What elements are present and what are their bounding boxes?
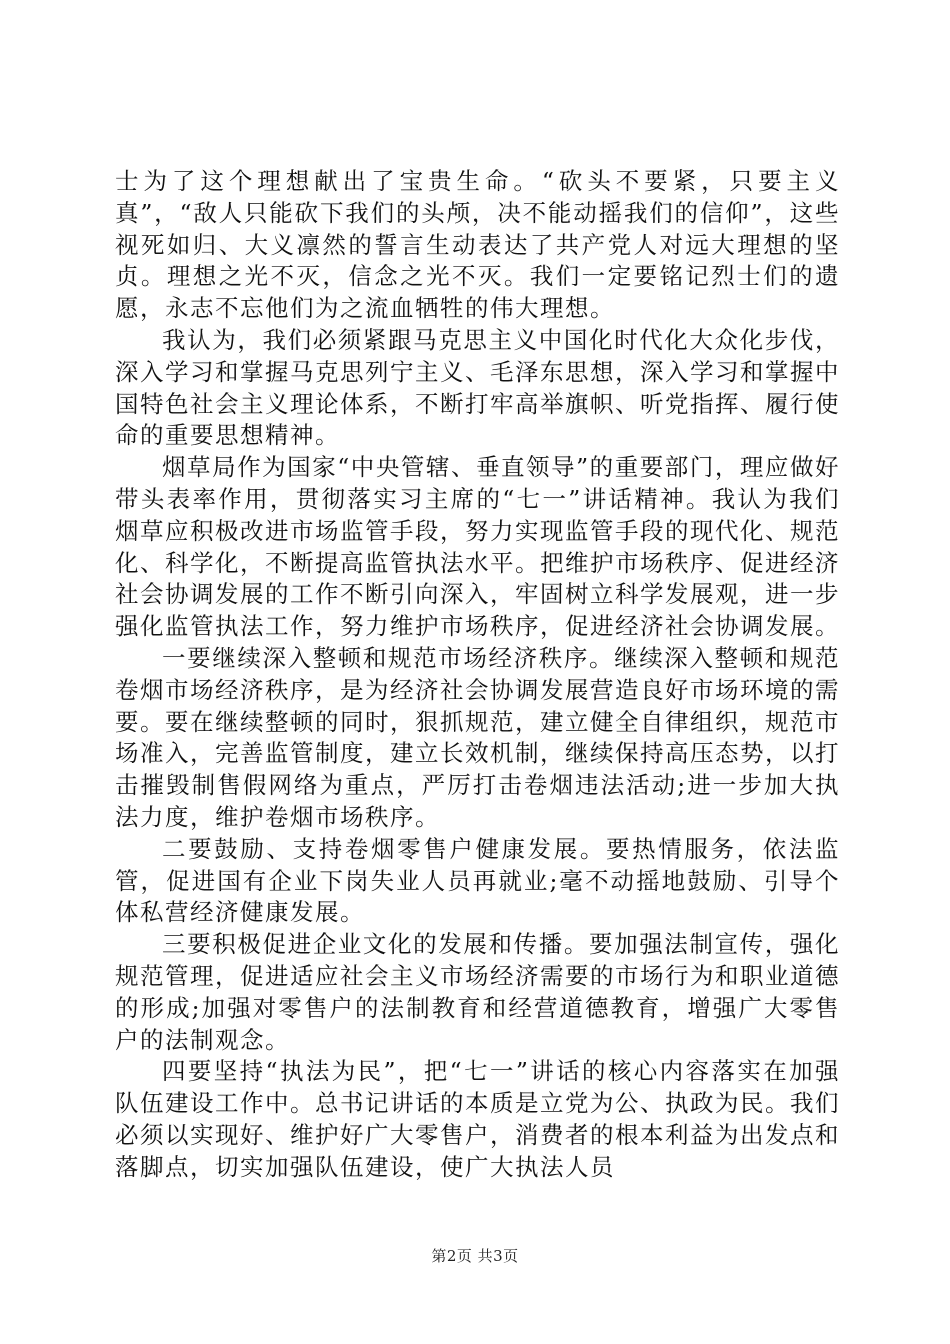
paragraph: 四要坚持“执法为民”，把“七一”讲话的核心内容落实在加强队伍建设工作中。总书记讲话的本质是立党为公、执政为民。我们必须以实现好、维护好广大零售户，消费者的根本利益为出发点和落脚点，切实加强队伍建设，使广大执法人员 — [115, 1057, 840, 1181]
page-number-footer: 第2页 共3页 — [431, 1247, 519, 1265]
paragraph: 一要继续深入整顿和规范市场经济秩序。继续深入整顿和规范卷烟市场经济秩序，是为经济社会协调发展营造良好市场环境的需要。要在继续整顿的同时，狠抓规范，建立健全自律组织，规范市场准入，完善监管制度，建立长效机制，继续保持高压态势，以打击摧毁制售假网络为重点，严厉打击卷烟违法活动;进一步加大执法力度，维护卷烟市场秩序。 — [115, 643, 840, 831]
paragraph: 我认为，我们必须紧跟马克思主义中国化时代化大众化步伐，深入学习和掌握马克思列宁主义、毛泽东思想，深入学习和掌握中国特色社会主义理论体系，不断打牢高举旗帜、听党指挥、履行使命的重要思想精神。 — [115, 325, 840, 450]
paragraph: 烟草局作为国家“中央管辖、垂直领导”的重要部门，理应做好带头表率作用，贯彻落实习主席的“七一”讲话精神。我认为我们烟草应积极改进市场监管手段，努力实现监管手段的现代化、规范化、科学化，不断提高监管执法水平。把维护市场秩序、促进经济社会协调发展的工作不断引向深入，牢固树立科学发展观，进一步强化监管执法工作，努力维护市场秩序，促进经济社会协调发展。 — [115, 453, 840, 641]
paragraph-continuation: 士为了这个理想献出了宝贵生命。“砍头不要紧，只要主义真”，“敌人只能砍下我们的头颅，决不能动摇我们的信仰”，这些视死如归、大义凛然的誓言生动表达了共产党人对远大理想的坚贞。理想之光不灭，信念之光不灭。我们一定要铭记烈士们的遗愿，永志不忘他们为之流血牺牲的伟大理想。 — [115, 167, 840, 323]
paragraph: 二要鼓励、支持卷烟零售户健康发展。要热情服务，依法监管，促进国有企业下岗失业人员再就业;毫不动摇地鼓励、引导个体私营经济健康发展。 — [115, 834, 840, 927]
document-body — [115, 166, 840, 1184]
paragraph: 三要积极促进企业文化的发展和传播。要加强法制宣传，强化规范管理，促进适应社会主义市场经济需要的市场行为和职业道德的形成;加强对零售户的法制教育和经营道德教育，增强广大零售户的法制观念。 — [115, 930, 840, 1054]
